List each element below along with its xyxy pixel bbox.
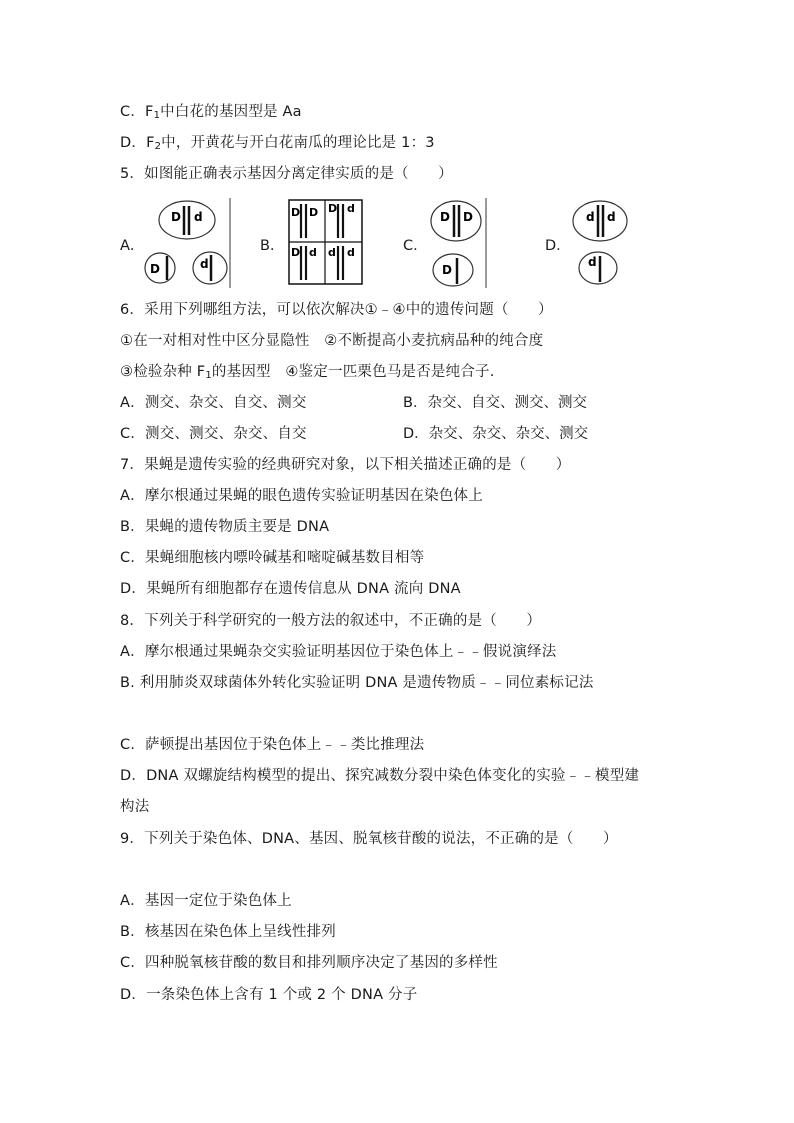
q4-option-c: C．$F_1$中白花的基因型是 Aa — [120, 104, 302, 121]
q5-figure-b — [287, 198, 367, 290]
q5-figure-d — [570, 198, 632, 290]
fig-b-cell1-left: D — [291, 206, 301, 219]
q6-option-b: B．杂交、自交、测交、测交 — [403, 395, 587, 411]
fig-b-cell3-right: d — [309, 246, 317, 259]
q8-option-d-line1: D．DNA 双螺旋结构模型的提出、探究减数分裂中染色体变化的实验﹣﹣模型建 — [120, 768, 640, 784]
fig-b-cell4-left: d — [328, 246, 336, 259]
q8-option-a: A．摩尔根通过果蝇杂交实验证明基因位于染色体上﹣﹣假说演绎法 — [120, 644, 557, 660]
fig-b-cell2-left: D — [328, 202, 338, 215]
fig-d-bottom-allele: d — [588, 255, 597, 269]
q5-option-a-label: A． — [120, 238, 145, 254]
q9-option-d: D．一条染色体上含有 1 个或 2 个 DNA 分子 — [120, 987, 418, 1003]
q6-stem: 6．采用下列哪组方法，可以依次解决①﹣④中的遗传问题（ ） — [120, 302, 553, 318]
q5-figure-a — [143, 198, 233, 290]
q8-option-b: B. 利用肺炎双球菌体外转化实验证明 DNA 是遗传物质﹣﹣同位素标记法 — [120, 675, 594, 691]
fig-b-cell2-right: d — [347, 202, 355, 215]
fig-c-top-left-allele: D — [440, 210, 450, 224]
q9-option-a: A．基因一定位于染色体上 — [120, 893, 292, 909]
q9-option-c: C．四种脱氧核苷酸的数目和排列顺序决定了基因的多样性 — [120, 955, 498, 971]
q8-option-d-line2: 构法 — [120, 799, 150, 815]
q6-items-line2: ③检验杂种 $F_1$的基因型 ④鉴定一匹栗色马是否是纯合子. — [120, 364, 495, 381]
q7-option-c: C．果蝇细胞核内嘌呤碱基和嘧啶碱基数目相等 — [120, 550, 425, 566]
q5-stem: 5．如图能正确表示基因分离定律实质的是（ ） — [120, 166, 453, 182]
q8-stem: 8．下列关于科学研究的一般方法的叙述中，不正确的是（ ） — [120, 613, 542, 629]
fig-a-right-allele: d — [200, 257, 209, 271]
q7-option-b: B．果蝇的遗传物质主要是 DNA — [120, 519, 330, 535]
q5-option-d-label: D． — [545, 238, 571, 254]
q5-option-b-label: B． — [260, 238, 285, 254]
q5-figure-c — [428, 198, 490, 290]
q6-option-d: D．杂交、杂交、杂交、测交 — [403, 426, 589, 442]
q9-option-b: B．核基因在染色体上呈线性排列 — [120, 924, 336, 940]
q4-option-d: D．$F_2$中，开黄花与开白花南瓜的理论比是 1：3 — [120, 135, 435, 152]
fig-b-cell1-right: D — [309, 206, 319, 219]
fig-a-top-right-allele: d — [194, 210, 203, 224]
q9-stem: 9．下列关于染色体、DNA、基因、脱氧核苷酸的说法，不正确的是（ ） — [120, 831, 618, 847]
q5-option-c-label: C． — [403, 238, 428, 254]
q7-stem: 7．果蝇是遗传实验的经典研究对象，以下相关描述正确的是（ ） — [120, 457, 571, 473]
fig-b-cell3-left: D — [291, 246, 301, 259]
fig-d-top-right-allele: d — [607, 210, 616, 224]
q7-option-d: D．果蝇所有细胞都存在遗传信息从 DNA 流向 DNA — [120, 581, 461, 597]
fig-b-cell4-right: d — [347, 246, 355, 259]
fig-a-top-left-allele: D — [171, 210, 181, 224]
q8-option-c: C．萨顿提出基因位于染色体上﹣﹣类比推理法 — [120, 737, 425, 753]
q6-items-line1: ①在一对相对性中区分显隐性 ②不断提高小麦抗病品种的纯合度 — [120, 333, 544, 349]
q6-option-a: A．测交、杂交、自交、测交 — [120, 395, 307, 411]
fig-c-top-right-allele: D — [463, 210, 473, 224]
fig-a-left-allele: D — [150, 262, 160, 276]
fig-d-top-left-allele: d — [586, 210, 595, 224]
fig-c-bottom-allele: D — [442, 263, 452, 277]
q7-option-a: A．摩尔根通过果蝇的眼色遗传实验证明基因在染色体上 — [120, 488, 483, 504]
q6-option-c: C．测交、测交、杂交、自交 — [120, 426, 307, 442]
